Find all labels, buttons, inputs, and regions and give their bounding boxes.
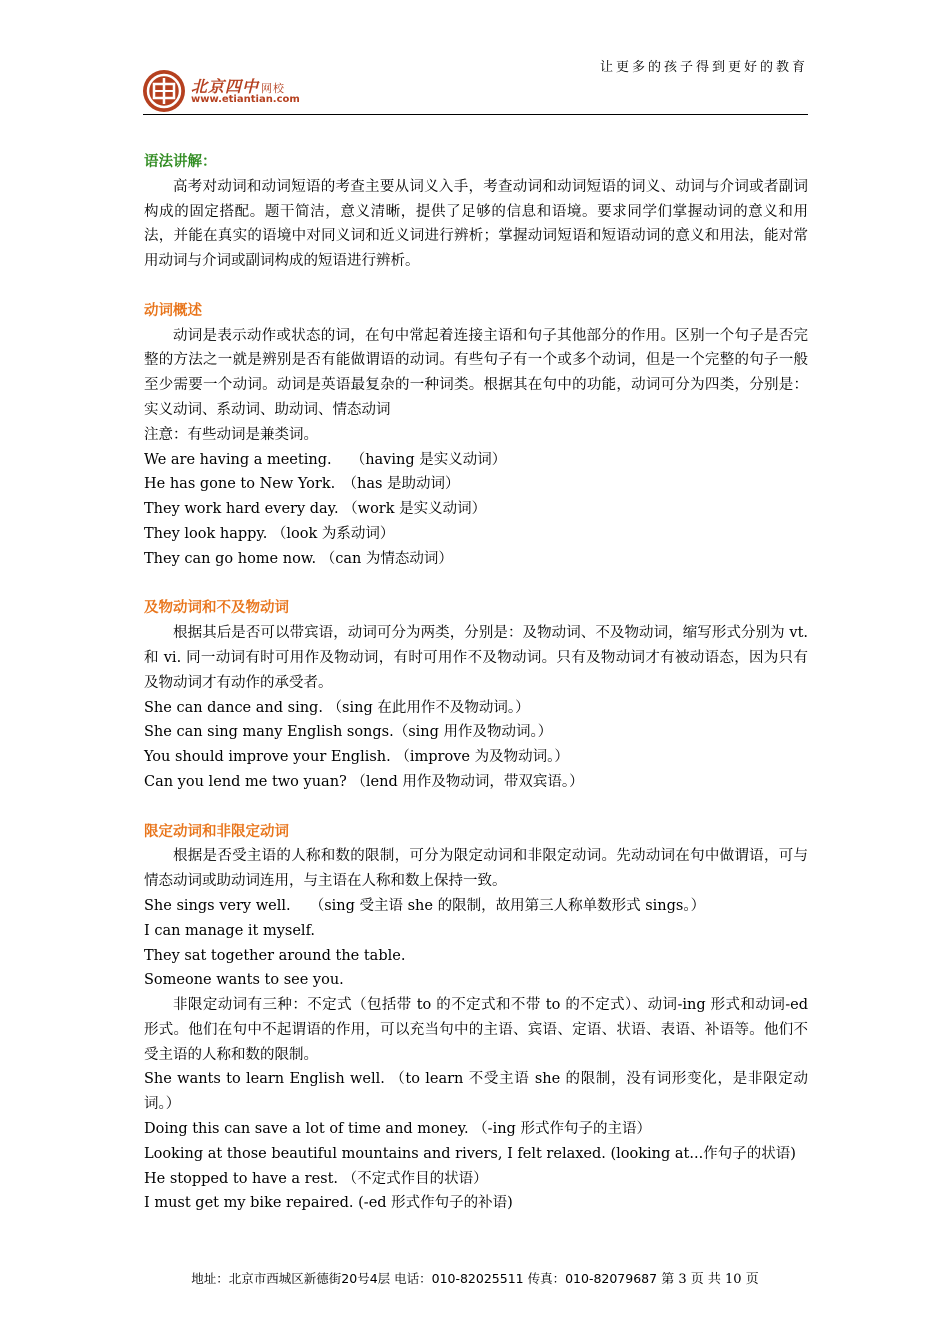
paragraph-overview: 动词是表示动作或状态的词，在句中常起着连接主语和句子其他部分的作用。区别一个句子是否完整的方法之一就是辨别是否有能做谓语的动词。有些句子有一个或多个动词，但是一个完整的句子一般至少需要一个动词。动词是英语最复杂的一种词类。根据其在句中的功能，动词可分为四类，分别是：实义动词、系动词、助动词、情态动词 bbox=[144, 327, 808, 418]
example-sentence: He stopped to have a rest. （不定式作目的状语） bbox=[144, 1170, 488, 1187]
page-footer bbox=[120, 1268, 830, 1287]
example-sentence: He has gone to New York. （has 是助动词） bbox=[144, 476, 460, 493]
section-heading-transitive: 及物动词和不及物动词 bbox=[144, 600, 289, 617]
example-sentence: We are having a meeting. （having 是实义动词） bbox=[144, 451, 507, 468]
section-heading-grammar: 语法讲解： bbox=[144, 154, 217, 170]
example-sentence: Looking at those beautiful mountains and rivers, I felt relaxed. (looking at...作句子的状语) bbox=[144, 1145, 796, 1162]
logo-name: 北京四中 网校 bbox=[191, 77, 286, 96]
logo bbox=[143, 66, 323, 114]
section-heading-finite: 限定动词和非限定动词 bbox=[144, 823, 289, 840]
logo-url: www.etiantian.com bbox=[191, 94, 300, 105]
paragraph-transitive: 根据其后是否可以带宾语，动词可分为两类，分别是：及物动词、不及物动词，缩写形式分别为 vt.和 vi. 同一动词有时可用作及物动词，有时可用作不及物动词。只有及物动词才有被动语态，因为只有及物动词才有动作的承受者。 bbox=[144, 625, 808, 691]
footer-page-number: 第 3 页 共 10 页 bbox=[661, 1272, 759, 1287]
example-sentence: She can sing many English songs.（sing 用作及物动词。） bbox=[144, 724, 553, 741]
example-sentence: They can go home now. （can 为情态动词） bbox=[144, 550, 453, 567]
example-sentence: They sat together around the table. bbox=[144, 947, 406, 964]
example-sentence: She wants to learn English well. （to learn 不受主语 she 的限制，没有词形变化，是非限定动词。） bbox=[144, 1071, 808, 1113]
note-overview: 注意：有些动词是兼类词。 bbox=[144, 426, 318, 443]
example-sentence: They look happy. （look 为系动词） bbox=[144, 525, 395, 542]
example-sentence: She can dance and sing. （sing 在此用作不及物动词。） bbox=[144, 699, 530, 716]
header-slogan: 让更多的孩子得到更好的教育 bbox=[599, 60, 808, 75]
example-sentence: Someone wants to see you. bbox=[144, 972, 344, 989]
example-sentence: Doing this can save a lot of time and money. （-ing 形式作句子的主语） bbox=[144, 1121, 651, 1138]
logo-emblem-icon bbox=[143, 70, 185, 112]
example-sentence: They work hard every day. （work 是实义动词） bbox=[144, 501, 487, 518]
example-sentence: She sings very well. （sing 受主语 she 的限制，故用第三人称单数形式 sings。） bbox=[144, 897, 706, 914]
paragraph-finite-2: 非限定动词有三种：不定式（包括带 to 的不定式和不带 to 的不定式）、动词-ing 形式和动词-ed 形式。他们在句中不起谓语的作用，可以充当句中的主语、宾语、定语、状语、表语、补语等。他们不受主语的人称和数的限制。 bbox=[144, 997, 808, 1063]
example-sentence: Can you lend me two yuan? （lend 用作及物动词，带双宾语。） bbox=[144, 773, 584, 790]
paragraph-finite-1: 根据是否受主语的人称和数的限制，可分为限定动词和非限定动词。先动动词在句中做谓语，可与情态动词或助动词连用，与主语在人称和数上保持一致。 bbox=[144, 848, 808, 890]
footer-address: 地址：北京市西城区新德街20号4层 电话：010-82025511 传真：010-82079687 bbox=[191, 1271, 658, 1286]
example-sentence: You should improve your English. （improve 为及物动词。） bbox=[144, 749, 569, 766]
paragraph-grammar: 高考对动词和动词短语的考查主要从词义入手，考查动词和动词短语的词义、动词与介词或者副词构成的固定搭配。题干简洁，意义清晰，提供了足够的信息和语境。要求同学们掌握动词的意义和用法，并能在真实的语境中对同义词和近义词进行辨析；掌握动词短语和短语动词的意义和用法，能对常用动词与介词或副词构成的短语进行辨析。 bbox=[144, 178, 808, 270]
example-sentence: I can manage it myself. bbox=[144, 922, 316, 939]
document-body bbox=[144, 150, 808, 1216]
header-divider bbox=[143, 114, 808, 115]
example-sentence: I must get my bike repaired. (-ed 形式作句子的补语) bbox=[144, 1195, 513, 1212]
section-heading-overview: 动词概述 bbox=[144, 302, 202, 319]
